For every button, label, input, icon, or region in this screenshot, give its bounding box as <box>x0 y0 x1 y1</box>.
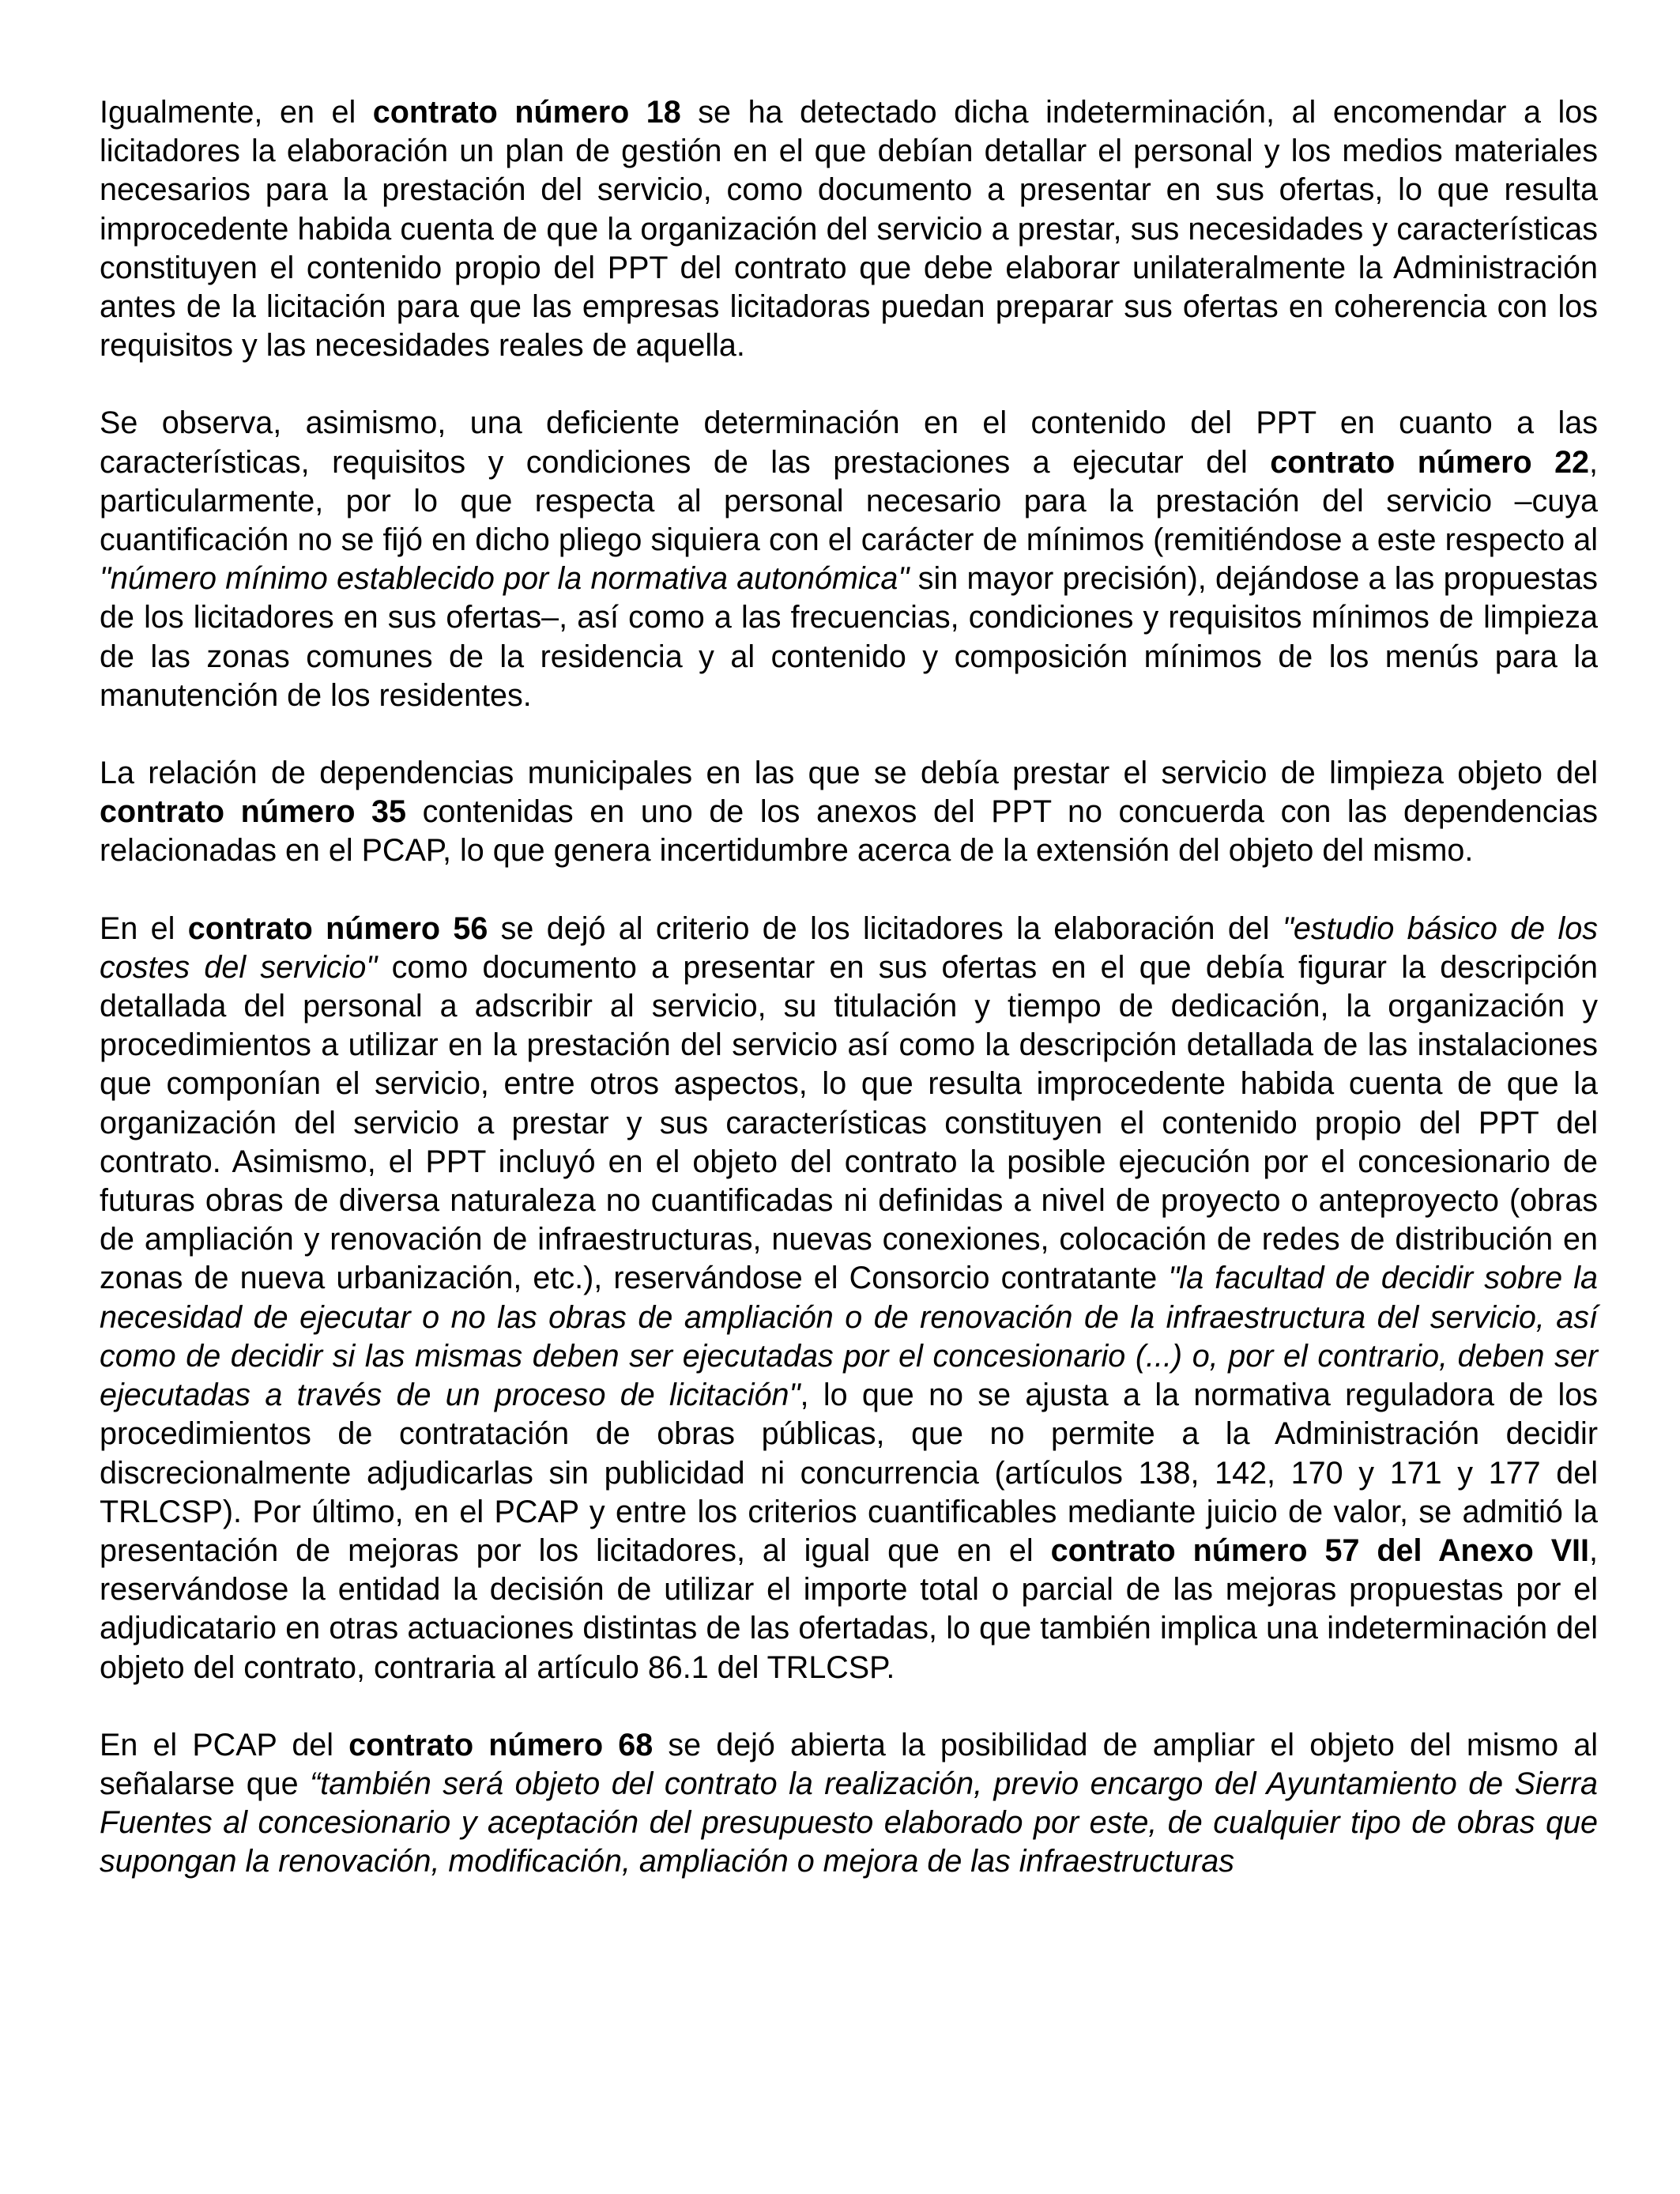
text-segment: se ha detectado dicha indeterminación, al encomendar a los licitadores la elaboración un plan de gestión en el que debían detallar el personal y los medios materiales necesarios para la prestación del servicio, como documento a presentar en sus ofertas, lo que resulta improcedente habida cuenta de que la organización del servicio a prestar, sus necesidades y características constituyen el contenido propio del PPT del contrato que debe elaborar unilateralmente la Administración antes de la licitación para que las empresas licitadoras puedan preparar sus ofertas en coherencia con los requisitos y las necesidades reales de aquella. <box>100 95 1599 364</box>
text-segment: , particularmente, por lo que respecta al personal necesario para la prestación del servicio –cuya cuantificación no se fijó en dicho pliego siquiera con el carácter de mínimos (remitiéndose a este respecto al <box>100 444 1598 558</box>
quoted-text: "la facultad de decidir sobre la necesidad de ejecutar o no las obras de ampliación o de renovación de la infraestructura del servicio, así como de decidir si las mismas deben ser ejecutadas por el concesionario (...) o, por el contrario, deben ser ejecutadas a través de un proceso de licitación" <box>100 1261 1598 1413</box>
text-segment: Se observa, asimismo, una deficiente determinación en el contenido del PPT en cuanto a las características, requisitos y condiciones de las prestaciones a ejecutar del <box>100 405 1598 480</box>
text-segment: En el <box>100 910 188 946</box>
text-segment: En el PCAP del <box>100 1727 349 1762</box>
text-segment: , reservándose la entidad la decisión de utilizar el importe total o parcial de las mejoras propuestas por el adjudicatario en otras actuaciones distintas de las ofertadas, lo que también implica una indeterminación del objeto del contrato, contraria al artículo 86.1 del TRLCSP. <box>100 1532 1598 1685</box>
contract-reference: contrato número 56 <box>187 910 488 946</box>
text-segment: se dejó abierta la posibilidad de ampliar el objeto del mismo al señalarse que <box>100 1727 1599 1801</box>
contract-reference: contrato número 68 <box>348 1727 654 1762</box>
paragraph-contrato-68 <box>100 1726 1598 1882</box>
text-segment: La relación de dependencias municipales en las que se debía prestar el servicio de limpieza objeto del <box>100 756 1598 791</box>
text-segment: como documento a presentar en sus ofertas en el que debía figurar la descripción detallada del personal a adscribir al servicio, su titulación y tiempo de dedicación, la organización y procedimientos a utilizar en la prestación del servicio así como la descripción detallada de las instalaciones que componían el servicio, entre otros aspectos, lo que resulta improcedente habida cuenta de que la organización del servicio a prestar y sus características constituyen el contenido propio del PPT del contrato. Asimismo, el PPT incluyó en el objeto del contrato la posible ejecución por el concesionario de futuras obras de diversa naturaleza no cuantificadas ni definidas a nivel de proyecto o anteproyecto (obras de ampliación y renovación de infraestructuras, nuevas conexiones, colocación de redes de distribución en zonas de nueva urbanización, etc.), reservándose el Consorcio contratante <box>100 949 1599 1296</box>
contract-reference: contrato número 18 <box>372 95 681 130</box>
text-segment: Igualmente, en el <box>100 95 373 130</box>
paragraph-contrato-56 <box>100 910 1598 1687</box>
text-segment: contenidas en uno de los anexos del PPT no concuerda con las dependencias relacionadas en el PCAP, lo que genera incertidumbre acerca de la extensión del objeto del mismo. <box>100 794 1598 869</box>
document-page <box>100 93 1598 1882</box>
text-segment: , lo que no se ajusta a la normativa reguladora de los procedimientos de contratación de obras públicas, que no permite a la Administración decidir discrecionalmente adjudicarlas sin publicidad ni concurrencia (artículos 138, 142, 170 y 171 y 177 del TRLCSP). Por último, en el PCAP y entre los criterios cuantificables mediante juicio de valor, se admitió la presentación de mejoras por los licitadores, al igual que en el <box>100 1378 1598 1568</box>
paragraph-contrato-22 <box>100 404 1598 715</box>
quoted-text: "número mínimo establecido por la normativa autonómica" <box>100 561 910 597</box>
text-segment: sin mayor precisión), dejándose a las propuestas de los licitadores en sus ofertas–, así como a las frecuencias, condiciones y requisitos mínimos de limpieza de las zonas comunes de la residencia y al contenido y composición mínimos de los menús para la manutención de los residentes. <box>100 561 1599 713</box>
contract-reference: contrato número 57 del Anexo VII <box>1050 1532 1590 1568</box>
paragraph-contrato-18 <box>100 93 1598 365</box>
contract-reference: contrato número 35 <box>100 794 406 830</box>
paragraph-contrato-35 <box>100 754 1598 871</box>
quoted-text: “también será objeto del contrato la realización, previo encargo del Ayuntamiento de Sierra Fuentes al concesionario y aceptación del presupuesto elaborado por este, de cualquier tipo de obras que supongan la renovación, modificación, ampliación o mejora de las infraestructuras <box>100 1766 1598 1879</box>
quoted-text: "estudio básico de los costes del servicio" <box>100 910 1598 985</box>
contract-reference: contrato número 22 <box>1270 444 1590 480</box>
text-segment: se dejó al criterio de los licitadores la elaboración del <box>488 910 1283 946</box>
